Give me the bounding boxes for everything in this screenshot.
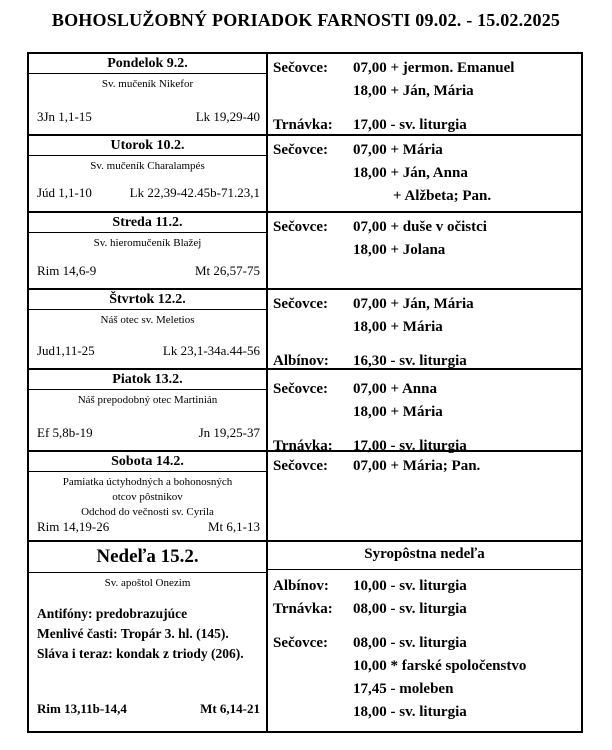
day-info-cell: [29, 542, 266, 731]
readings: [29, 425, 266, 450]
row-saturday: [29, 450, 581, 540]
reading-left: Jud1,11-25: [37, 343, 95, 358]
location-label: [273, 239, 353, 262]
location-label: Sečovce:: [273, 60, 328, 76]
antiphon-line: Antifóny: predobrazujúce: [37, 606, 188, 621]
reading-right: Mt 26,57-75: [195, 263, 260, 278]
day-info-cell: [29, 136, 266, 211]
feast-name: Odchod do večnosti sv. Cyrila: [81, 506, 214, 518]
location-label: Sečovce:: [273, 458, 328, 474]
service-line: [268, 655, 581, 678]
row-sunday: [29, 540, 581, 731]
sunday-title: Syropôstna nedeľa: [268, 542, 581, 570]
service-text: 18,00 + Mária: [353, 319, 443, 335]
feast-name: Pamiatka úctyhodných a bohonosných: [62, 476, 233, 488]
day-header: Utorok 10.2.: [29, 136, 266, 156]
service-line: [268, 575, 581, 598]
antiphon-note: [29, 590, 266, 664]
schedule-table: [27, 52, 583, 733]
location-label: [273, 80, 353, 103]
readings: [29, 701, 266, 731]
service-text: 10,00 - sv. liturgia: [353, 578, 467, 594]
service-text: 07,00 + duše v očistci: [353, 219, 487, 235]
services-cell: [266, 136, 581, 211]
service-line: [268, 598, 581, 621]
feast-name: otcov pôstnikov: [112, 491, 183, 503]
day-header: Štvrtok 12.2.: [29, 290, 266, 310]
feast-name: Náš otec sv. Meletios: [100, 314, 195, 326]
readings: [29, 519, 266, 540]
row-friday: [29, 368, 581, 454]
feast-name: Sv. apoštol Onezim: [104, 577, 191, 589]
location-label: Sečovce:: [273, 635, 328, 651]
reading-left: Júd 1,1-10: [37, 185, 92, 200]
reading-right: Lk 22,39-42.45b-71.23,1: [129, 185, 260, 200]
service-text: 18,00 + Ján, Anna: [353, 165, 468, 181]
service-text: 07,00 + jermon. Emanuel: [353, 60, 515, 76]
service-text: 07,00 + Anna: [353, 381, 437, 397]
services-cell: [266, 542, 581, 731]
service-text: 10,00 * farské spoločenstvo: [353, 658, 527, 674]
location-label: Sečovce:: [273, 296, 328, 312]
location-label: Albínov:: [273, 578, 329, 594]
feast-name: Sv. mučeník Charalampés: [90, 160, 205, 172]
service-text: 18,00 + Jolana: [353, 242, 446, 258]
location-label: Albínov:: [273, 353, 329, 369]
service-line: [268, 293, 581, 316]
service-line: [268, 701, 581, 724]
day-header: Streda 11.2.: [29, 213, 266, 233]
location-label: [273, 678, 353, 701]
services-cell: [266, 452, 581, 540]
reading-left: Rim 14,6-9: [37, 263, 97, 278]
services-cell: [266, 54, 581, 134]
feast-name: Sv. mučeník Nikefor: [101, 78, 194, 90]
location-label: [273, 701, 353, 724]
day-info-cell: [29, 452, 266, 540]
service-line: [268, 57, 581, 80]
service-line: [268, 378, 581, 401]
service-text: 08,00 - sv. liturgia: [353, 601, 467, 617]
row-thursday: [29, 288, 581, 368]
location-label: [273, 162, 353, 185]
location-label: Sečovce:: [273, 381, 328, 397]
location-label: Sečovce:: [273, 219, 328, 235]
readings: [29, 109, 266, 134]
location-label: [273, 316, 353, 339]
service-text: 08,00 - sv. liturgia: [353, 635, 467, 651]
service-line: [268, 401, 581, 424]
service-line: [268, 455, 581, 478]
day-header: Pondelok 9.2.: [29, 54, 266, 74]
service-line: [268, 162, 581, 185]
row-wednesday: [29, 211, 581, 288]
service-text: 17,00 - sv. liturgia: [353, 117, 467, 133]
readings: [29, 343, 266, 368]
service-line: [268, 239, 581, 262]
reading-left: 3Jn 1,1-15: [37, 109, 92, 124]
service-line: [268, 678, 581, 701]
day-info-cell: [29, 370, 266, 450]
feast-name: Náš prepodobný otec Martinián: [77, 394, 218, 406]
services-cell: [266, 370, 581, 454]
service-text: + Alžbeta; Pan.: [393, 188, 492, 204]
location-label: [273, 185, 353, 208]
service-text: 07,00 + Ján, Mária: [353, 296, 474, 312]
location-label: Trnávka:: [273, 601, 333, 617]
services-cell: [266, 213, 581, 288]
readings: [29, 263, 266, 288]
location-label: Trnávka:: [273, 117, 333, 133]
location-label: Trnávka:: [273, 438, 333, 454]
reading-left: Ef 5,8b-19: [37, 425, 93, 440]
service-text: 18,00 + Ján, Mária: [353, 83, 474, 99]
antiphon-line: Sláva i teraz: kondak z triody (206).: [37, 646, 244, 661]
location-label: [273, 655, 353, 678]
day-info-cell: [29, 54, 266, 134]
day-header: Piatok 13.2.: [29, 370, 266, 390]
service-text: 07,00 + Mária; Pan.: [353, 458, 481, 474]
service-text: 17,45 - moleben: [353, 681, 454, 697]
reading-right: Jn 19,25-37: [198, 425, 260, 440]
reading-right: Mt 6,1-13: [208, 519, 260, 534]
service-line: [268, 80, 581, 103]
day-info-cell: [29, 213, 266, 288]
reading-right: Mt 6,14-21: [200, 701, 260, 716]
service-line: [268, 185, 581, 208]
page-title: BOHOSLUŽOBNÝ PORIADOK FARNOSTI 09.02. - 15.02.2025: [51, 10, 561, 30]
service-line: [268, 632, 581, 655]
day-info-cell: [29, 290, 266, 368]
service-text: 16,30 - sv. liturgia: [353, 353, 467, 369]
services-cell: [266, 290, 581, 368]
reading-right: Lk 23,1-34a.44-56: [162, 343, 260, 358]
location-label: Sečovce:: [273, 142, 328, 158]
service-line: [268, 139, 581, 162]
day-header: Sobota 14.2.: [29, 452, 266, 472]
row-tuesday: [29, 134, 581, 211]
service-text: 17,00 - sv. liturgia: [353, 438, 467, 454]
service-text: 07,00 + Mária: [353, 142, 443, 158]
antiphon-line: Menlivé časti: Tropár 3. hl. (145).: [37, 626, 229, 641]
readings: [29, 185, 266, 211]
row-monday: [29, 54, 581, 134]
reading-left: Rim 14,19-26: [37, 519, 110, 534]
service-line: [268, 316, 581, 339]
reading-left: Rim 13,11b-14,4: [37, 701, 127, 716]
location-label: [273, 401, 353, 424]
service-text: 18,00 + Mária: [353, 404, 443, 420]
reading-right: Lk 19,29-40: [195, 109, 260, 124]
day-header: Nedeľa 15.2.: [29, 542, 266, 573]
feast-name: Sv. hieromučeník Blažej: [93, 237, 202, 249]
service-line: [268, 216, 581, 239]
service-text: 18,00 - sv. liturgia: [353, 704, 467, 720]
